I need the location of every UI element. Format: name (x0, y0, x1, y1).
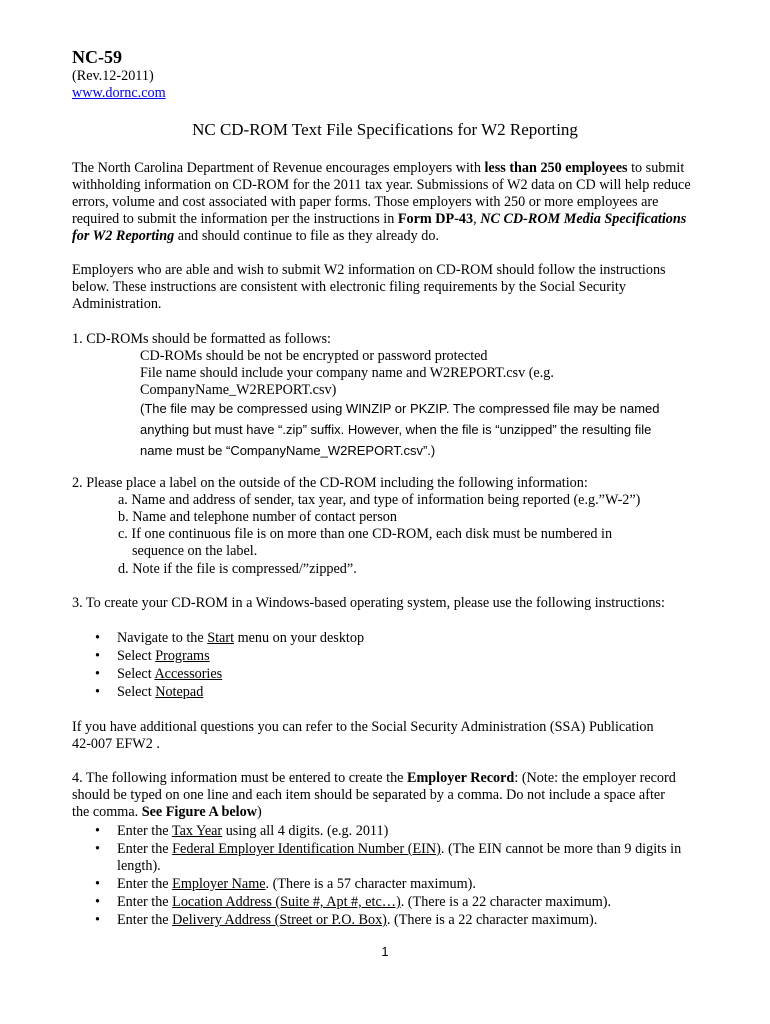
section2-item-b: b. Name and telephone number of contact person (118, 509, 397, 525)
bullet-icon: • (95, 876, 100, 892)
section4-heading: 4. The following information must be entered to create the Employer Record: (Note: the employer record (72, 770, 676, 786)
ssa-note-cont: 42-007 EFW2 . (72, 736, 160, 752)
section4-line: the comma. See Figure A below) (72, 804, 262, 820)
bullet-icon: • (95, 823, 100, 839)
section2-item-c-cont: sequence on the label. (132, 543, 258, 559)
bullet-icon: • (95, 841, 100, 857)
bullet-icon: • (95, 894, 100, 910)
website-link[interactable]: www.dornc.com (72, 85, 166, 101)
section2-item-d: d. Note if the file is compressed/”zipped”. (118, 561, 357, 577)
bullet-icon: • (95, 684, 100, 700)
section1-note-line: anything but must have “.zip” suffix. However, when the file is “unzipped” the resulting file (140, 422, 652, 437)
section4-line: should be typed on one line and each item should be separated by a comma. Do not include a space after (72, 787, 665, 803)
form-number: NC-59 (72, 47, 122, 67)
section3-heading: 3. To create your CD-ROM in a Windows-based operating system, please use the following instructions: (72, 595, 665, 611)
section2-item-a: a. Name and address of sender, tax year, and type of information being reported (e.g.”W-2”) (118, 492, 641, 508)
bullet-icon: • (95, 912, 100, 928)
section1-note-line: name must be “CompanyName_W2REPORT.csv”.) (140, 443, 436, 458)
bullet-icon: • (95, 648, 100, 664)
section1-line: CD-ROMs should be not be encrypted or password protected (140, 348, 488, 364)
document-page: NC-59 (Rev.12-2011) www.dornc.com NC CD-ROM Text File Specifications for W2 Reporting The North Carolina Department of Revenue encourages employers with less than 250 employees to submit withholding information on CD-ROM for the 2011 tax year. Submissions of W2 data on CD will help reduce errors, volume and cost associated with paper forms. Those employers with 250 or more employees are required to submit the information per the instructions in Form DP-43, NC CD-ROM Media Specifications for W2 Reporting and should continue to file as they already do. Employers who are able and wish to submit W2 information on CD-ROM should follow the instructions below. These instructions are consistent with electronic filing requirements by the Social Security Administration. 1. CD-ROMs should be formatted as follows: CD-ROMs should be not be encrypted or password protected File name should include your company name and W2REPORT.csv (e.g. CompanyName_W2REPORT.csv) (The file may be compressed using WINZIP or PKZIP. The compressed file may be named anything but must have “.zip” suffix. However, when the file is “unzipped” the resulting file name must be “CompanyName_W2REPORT.csv”.) 2. Please place a label on the outside of the CD-ROM including the following information: a. Name and address of sender, tax year, and type of information being reported (e.g.”W-2”) b. Name and telephone number of contact person c. If one continuous file is on more than one CD-ROM, each disk must be numbered in sequence on the label. d. Note if the file is compressed/”zipped”. 3. To create your CD-ROM in a Windows-based operating system, please use the following instructions: • Navigate to the Start menu on your desktop • Select Programs • Select Accessories • Select Notepad If you have additional questions you can refer to the Social Security Administration (SSA) Publication 42-007 EFW2 . 4. The following information must be entered to create the Employer Record: (Note: the employer record should be typed on one line and each item should be separated by a comma. Do not include a space after the comma. See Figure A below) • Enter the Tax Year using all 4 digits. (e.g. 2011) • Enter the Federal Employer Identification Number (EIN). (The EIN cannot be more than 9 digits in length). • Enter the Employer Name. (There is a 57 character maximum). • Enter the Location Address (Suite #, Apt #, etc…). (There is a 22 character maximum). • Enter the Delivery Address (Street or P.O. Box). (There is a 22 character maximum). 1 (0, 0, 770, 1024)
instructions-paragraph: Employers who are able and wish to submit W2 information on CD-ROM should follow the instructions below. These instructions are consistent with electronic filing requirements by the Social Security Administration. (72, 262, 666, 312)
page-number: 1 (381, 944, 389, 959)
section2-heading: 2. Please place a label on the outside of the CD-ROM including the following information: (72, 475, 588, 491)
bullet-icon: • (95, 630, 100, 646)
section1-line: File name should include your company name and W2REPORT.csv (e.g. (140, 365, 554, 381)
section1-line: CompanyName_W2REPORT.csv) (140, 382, 337, 398)
section2-item-c: c. If one continuous file is on more than one CD-ROM, each disk must be numbered in (118, 526, 613, 542)
ssa-note: If you have additional questions you can refer to the Social Security Administration (SSA) Publication (72, 719, 654, 735)
bullet-icon: • (95, 666, 100, 682)
intro-paragraph: The North Carolina Department of Revenue encourages employers with less than 250 employees to submit withholding information on CD-ROM for the 2011 tax year. Submissions of W2 data on CD will help reduce errors, volume and cost associated with paper forms. Those employers with 250 or more employees are required to submit the information per the instructions in Form DP-43, NC CD-ROM Media Specifications for W2 Reporting and should continue to file as they already do. (72, 160, 691, 244)
section1-heading: 1. CD-ROMs should be formatted as follows: (72, 331, 331, 347)
revision-date: (Rev.12-2011) (72, 68, 154, 84)
section1-note-line: (The file may be compressed using WINZIP or PKZIP. The compressed file may be named (140, 401, 660, 416)
page-title: NC CD-ROM Text File Specifications for W2 Reporting (192, 120, 578, 139)
